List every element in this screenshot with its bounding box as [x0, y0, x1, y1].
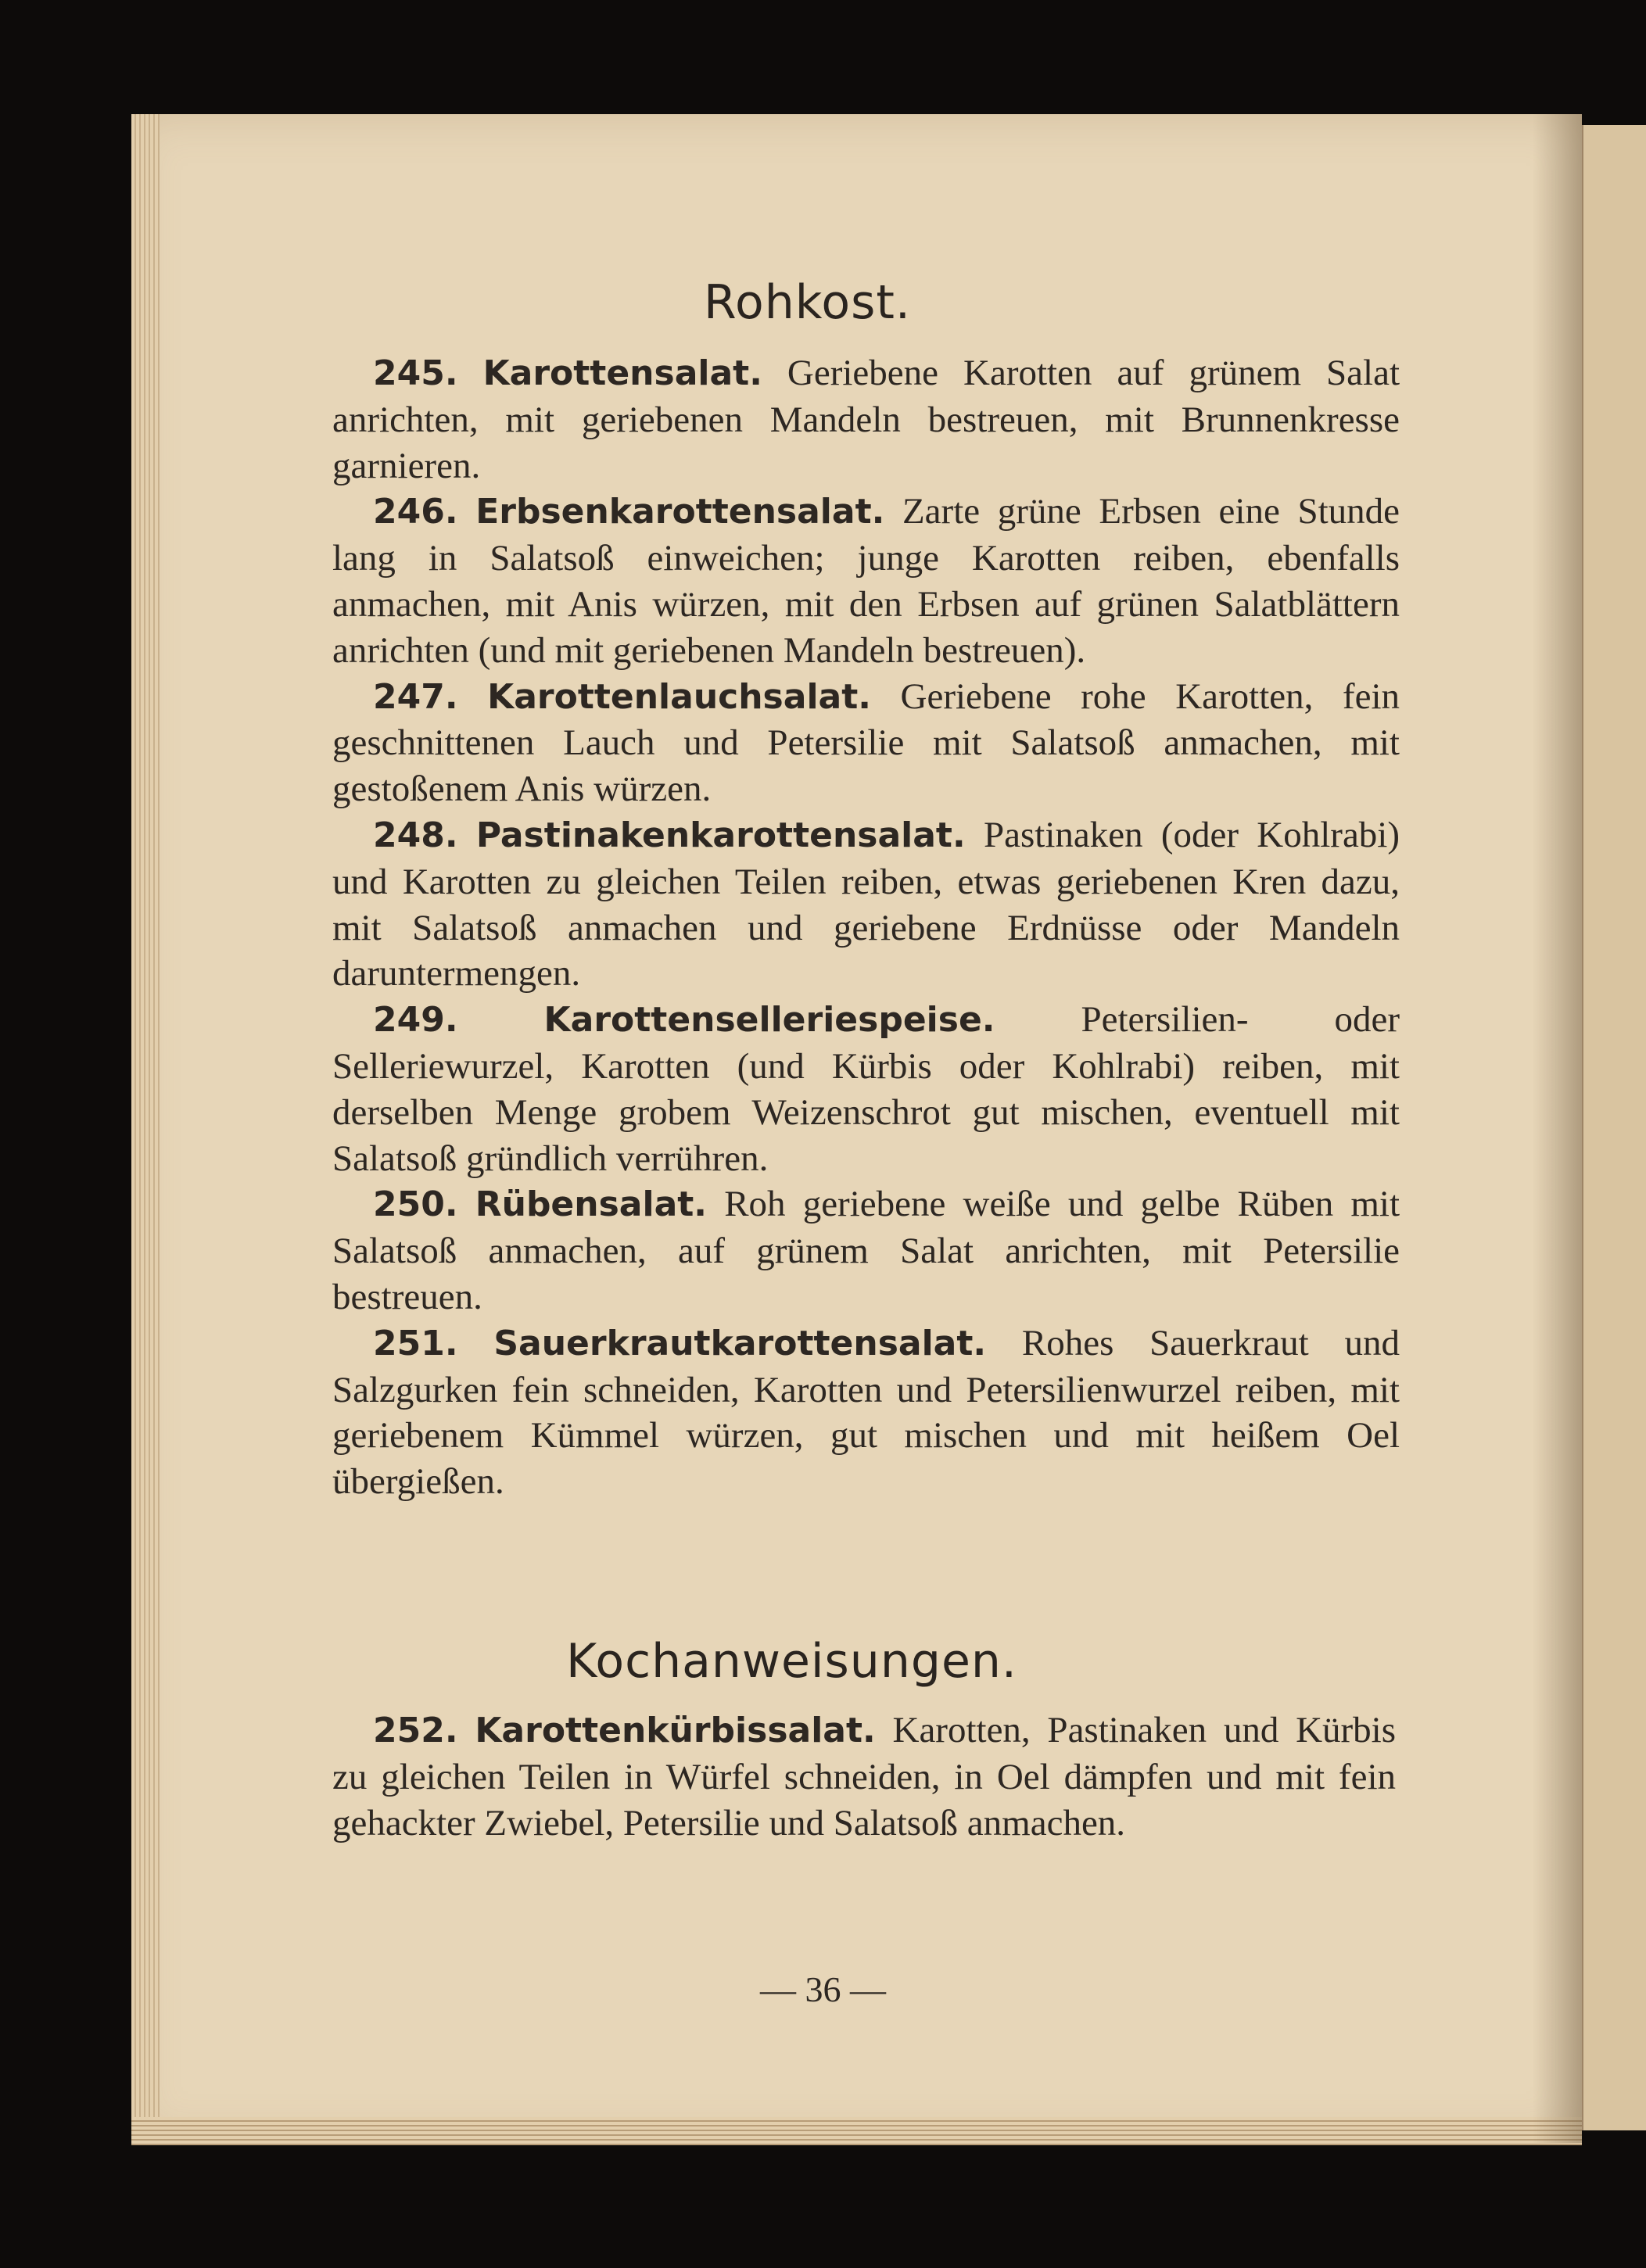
recipe-number: 248.: [373, 815, 458, 855]
recipe-248: [332, 812, 1400, 997]
recipe-number: 246.: [373, 492, 458, 532]
recipe-251: [332, 1320, 1400, 1505]
recipe-number: 252.: [373, 1711, 458, 1750]
recipe-title: Karottenlauchsalat.: [487, 676, 871, 717]
recipe-title: Rübensalat.: [475, 1184, 708, 1225]
recipe-list-kochanweisungen: [332, 1707, 1396, 1846]
recipe-title: Erbsenkarottensalat.: [475, 492, 885, 532]
recipe-title: Karottenkürbissalat.: [475, 1711, 876, 1750]
recipe-title: Pastinakenkarottensalat.: [475, 815, 966, 855]
section-heading-kochanweisungen: Kochanweisungen.: [566, 1634, 1017, 1689]
recipe-title: Sauerkrautkarottensalat.: [493, 1323, 987, 1363]
bottom-page-edges: [131, 2117, 1582, 2145]
page-number: — 36 —: [760, 1969, 886, 2009]
recipe-250: [332, 1181, 1400, 1320]
section-heading-rohkost: Rohkost.: [704, 275, 911, 330]
recipe-number: 250.: [373, 1184, 458, 1225]
recipe-text: Geriebene Karotten auf grünem Salat anrichten, mit geriebenen Mandeln bestreuen, mit Brunnenkresse garnieren.: [332, 353, 1400, 486]
recipe-252: [332, 1707, 1396, 1846]
page-edges: [131, 114, 160, 2143]
recipe-number: 251.: [373, 1323, 458, 1363]
recipe-title: Karottensalat.: [482, 353, 762, 393]
recipe-number: 245.: [373, 353, 458, 393]
recipe-text: Rohes Sauerkraut und Salzgurken fein schneiden, Karotten und Petersilienwurzel reiben, mit geriebenem Kümmel würzen, gut mischen und mit heißem Oel übergießen.: [332, 1322, 1400, 1503]
recipe-text: Pastinaken (oder Kohlrabi) und Karotten zu gleichen Teilen reiben, etwas geriebenen Kren dazu, mit Salatsoß anmachen und geriebene Erdnüsse oder Mandeln daruntermengen.: [332, 814, 1400, 994]
recipe-249: [332, 997, 1400, 1181]
gutter-shadow: [1533, 114, 1582, 2143]
recipe-text: Geriebene rohe Karotten, fein geschnittenen Lauch und Petersilie mit Salatsoß anmachen, mit gestoßenem Anis würzen.: [332, 675, 1400, 810]
recipe-246: [332, 489, 1400, 673]
recipe-text: Zarte grüne Erbsen eine Stunde lang in Salatsoß einweichen; junge Karotten reiben, ebenfalls anmachen, mit Anis würzen, mit den Erbsen auf grünen Salatblättern anrichten (und mit geriebenen Mandeln bestreuen).: [332, 491, 1400, 671]
recipe-247: [332, 674, 1400, 812]
recipe-text: Karotten, Pastinaken und Kürbis zu gleichen Teilen in Würfel schneiden, in Oel dämpfen und mit fein gehackter Zwiebel, Petersilie und Salatsoß anmachen.: [332, 1710, 1397, 1843]
recipe-text: Roh geriebene weiße und gelbe Rüben mit Salatsoß anmachen, auf grünem Salat anrichten, mit Petersilie bestreuen.: [332, 1184, 1400, 1317]
recipe-list-rohkost: [332, 350, 1400, 1505]
recipe-number: 247.: [373, 676, 458, 717]
recipe-title: Karottenselleriespeise.: [543, 1000, 995, 1041]
facing-page-edge: [1582, 125, 1646, 2130]
recipe-text: Petersilien- oder Selleriewurzel, Karotten (und Kürbis oder Kohlrabi) reiben, mit derselben Menge grobem Weizenschrot gut mischen, eventuell mit Salatsoß gründlich verrühren.: [332, 999, 1400, 1179]
recipe-245: [332, 350, 1400, 489]
recipe-number: 249.: [373, 1000, 458, 1041]
